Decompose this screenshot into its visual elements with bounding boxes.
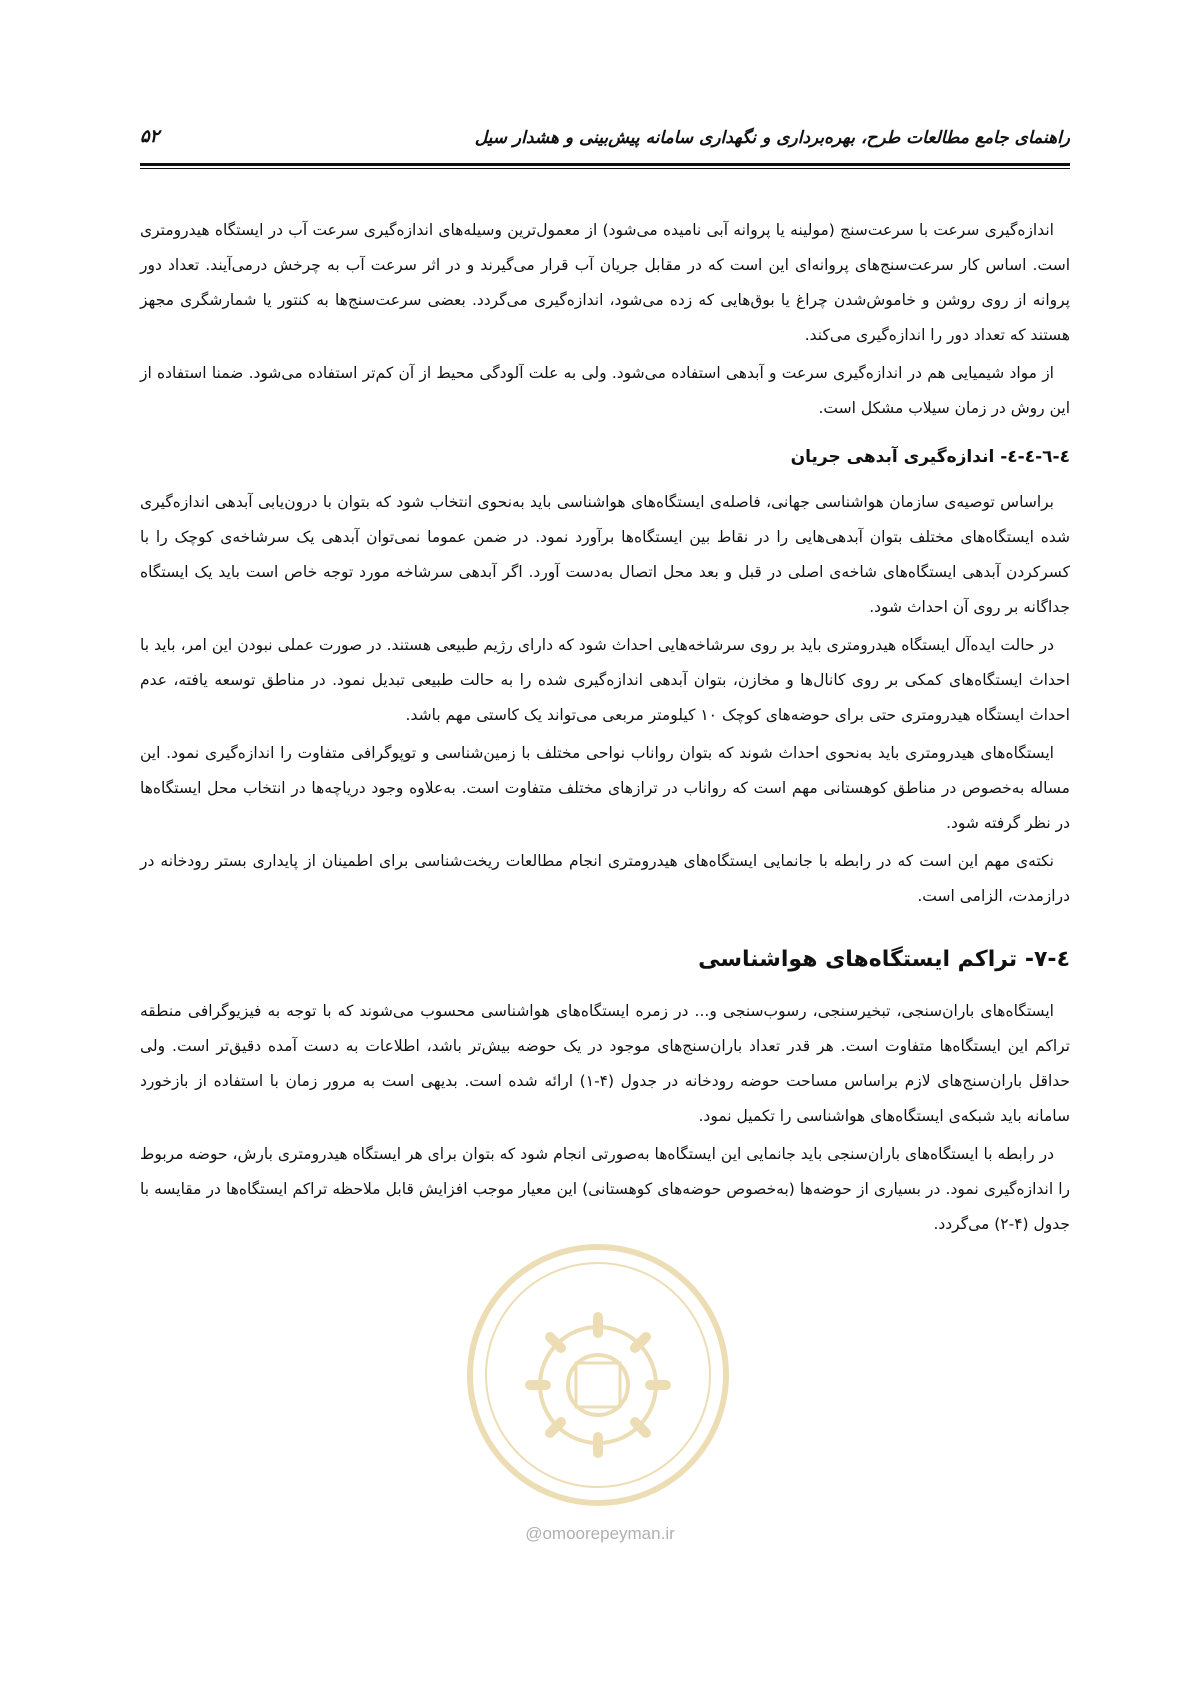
paragraph-rain-gauge-placement: در رابطه با ایستگاه‌های باران‌سنجی باید جانمایی این ایستگاه‌ها به‌صورتی انجام شود که بتوان برای هر ایستگاه هیدرومتری بارش، حوضه مربوط را اندازه‌گیری نمود. در بسیاری از حوضه‌ها (به‌خصوص حوضه‌های کوهستانی) این معیار موجب افزایش قابل ملاحظه تراکم ایستگاه‌ها در مقایسه با جدول (۴-۲) می‌گردد. (140, 1145, 1070, 1233)
header-rule-thick (140, 163, 1070, 166)
paragraph-station-placement: ایستگاه‌های هیدرومتری باید به‌نحوی احداث شوند که بتوان رواناب نواحی مختلف با زمین‌شناسی و توپوگرافی متفاوت را اندازه‌گیری نمود. این مساله به‌خصوص در مناطق کوهستانی مهم است که رواناب در ترازهای مختلف متفاوت است. به‌علاوه وجود دریاچه‌ها در انتخاب محل ایستگاه‌ها در نظر گرفته شود. (140, 744, 1070, 832)
paragraph-rain-gauge-density: ایستگاه‌های باران‌سنجی، تبخیرسنجی، رسوب‌سنجی و... در زمره ایستگاه‌های هواشناسی محسوب می‌شوند که با توجه به فیزیوگرافی منطقه تراکم این ایستگاه‌ها متفاوت است. هر قدر تعداد باران‌سنج‌های موجود در یک حوضه بیش‌تر باشد، اطلاعات به دست آمده دقیق‌تر است. ولی حداقل باران‌سنج‌های لازم براساس مساحت حوضه رودخانه در جدول (۴-۱) ارائه شده است. بدیهی است به مرور زمان با استفاده از بازخورد سامانه باید شبکه‌ی ایستگاه‌های هواشناسی را تکمیل نمود. (140, 1002, 1070, 1125)
paragraph-wmo-recommendation: براساس توصیه‌ی سازمان هواشناسی جهانی، فاصله‌ی ایستگاه‌های هواشناسی باید به‌نحوی انتخاب شود که بتوان با درون‌یابی آبدهی اندازه‌گیری شده ایستگاه‌های مختلف بتوان آبدهی‌هایی را در نقاط بین ایستگاه‌ها برآورد نمود. در ضمن عموما نمی‌توان آبدهی یک سرشاخه‌ی کوچک را با کسرکردن آبدهی ایستگاه‌های شاخه‌ی اصلی در قبل و بعد محل اتصال به‌دست آورد. اگر آبدهی سرشاخه مورد توجه خاص است باید یک ایستگاه جداگانه بر روی آن احداث شود. (140, 493, 1070, 616)
running-title: راهنمای جامع مطالعات طرح، بهره‌برداری و نگهداری سامانه پیش‌بینی و هشدار سیل (474, 128, 1070, 148)
header-rule-thin (140, 168, 1070, 169)
paragraph-chemical-method: از مواد شیمیایی هم در اندازه‌گیری سرعت و آبدهی استفاده می‌شود. ولی به علت آلودگی محیط از آن کم‌تر استفاده می‌شود. ضمنا استفاده از این روش در زمان سیلاب مشکل است. (140, 364, 1070, 417)
page-header (140, 122, 1070, 158)
section-heading-station-density: ٤-٧- تراکم ایستگاه‌های هواشناسی (698, 947, 1070, 972)
watermark-url: @omoorepeyman.ir (525, 1524, 675, 1543)
page-number: ۵۲ (140, 126, 160, 147)
body-content (140, 213, 1070, 1245)
paragraph-morphology-note: نکته‌ی مهم این است که در رابطه با جانمایی ایستگاه‌های هیدرومتری انجام مطالعات ریخت‌شناسی برای اطمینان از پایداری بستر رودخانه در درازمدت، الزامی است. (140, 852, 1070, 905)
paragraph-ideal-station: در حالت ایده‌آل ایستگاه هیدرومتری باید بر روی سرشاخه‌هایی احداث شود که دارای رژیم طبیعی هستند. در صورت عملی نبودن این امر، باید با احداث ایستگاه‌های کمکی بر روی کانال‌ها و مخازن، بتوان آبدهی اندازه‌گیری شده را به حالت طبیعی تبدیل نمود. در مناطق توسعه یافته، عدم احداث ایستگاه هیدرومتری حتی برای حوضه‌های کوچک ١٠ کیلومتر مربعی می‌تواند یک کاستی مهم باشد. (140, 636, 1070, 724)
paragraph-current-meter: اندازه‌گیری سرعت با سرعت‌سنج (مولینه یا پروانه آبی نامیده می‌شود) از معمول‌ترین وسیله‌های اندازه‌گیری سرعت آب در ایستگاه هیدرومتری است. اساس کار سرعت‌سنج‌های پروانه‌ای این است که در مقابل جریان آب قرار می‌گیرند و در اثر سرعت آب به چرخش درمی‌آیند. تعداد دور پروانه از روی روشن و خاموش‌شدن چراغ یا بوق‌هایی که زده می‌شود، اندازه‌گیری می‌گردد. بعضی سرعت‌سنج‌ها به کنتور یا شمارشگری مجهز هستند که تعداد دور را اندازه‌گیری می‌کند. (140, 221, 1070, 344)
watermark-seal-icon (458, 1235, 738, 1515)
subheading-discharge-measurement: ٤-٦-٤-٤- اندازه‌گیری آبدهی جریان (790, 447, 1070, 467)
